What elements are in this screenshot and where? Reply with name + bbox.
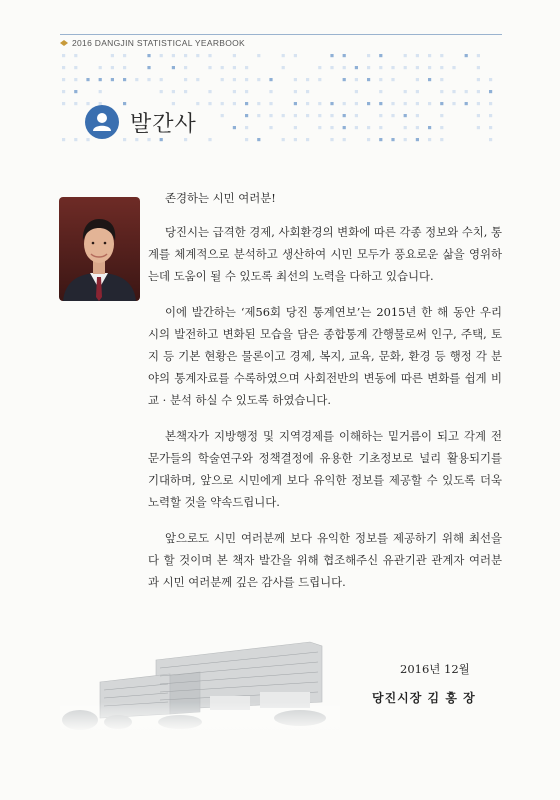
pattern-dot bbox=[62, 66, 65, 69]
pattern-dot bbox=[379, 126, 382, 129]
pattern-dot bbox=[391, 78, 394, 81]
pattern-dot bbox=[379, 138, 382, 141]
pattern-dot bbox=[428, 54, 431, 57]
mayor-portrait bbox=[59, 197, 140, 301]
pattern-dot bbox=[379, 90, 382, 93]
pattern-dot bbox=[367, 102, 370, 105]
pattern-dot bbox=[245, 90, 248, 93]
pattern-dot bbox=[172, 66, 175, 69]
letter-paragraph: 이에 발간하는 ‘제56회 당진 통계연보’는 2015년 한 해 동안 우리 시의 발전하고 변화된 모습을 담은 종합통계 간행물로써 인구, 주택, 토지 등 기본 현황은 물론이고 경제, 복지, 교육, 문화, 환경 등 행정 각 분야의 통계자료를 수록하였으며 사회전반의 변동에 따른 변화를 쉽게 비교 · 분석 하실 수 있도록 하였습니다. bbox=[148, 305, 502, 407]
letter-body bbox=[148, 187, 502, 607]
pattern-dot bbox=[184, 90, 187, 93]
pattern-dot bbox=[416, 102, 419, 105]
pattern-dot bbox=[196, 54, 199, 57]
pattern-dot bbox=[355, 114, 358, 117]
pattern-dot bbox=[416, 90, 419, 93]
pattern-dot bbox=[135, 78, 138, 81]
pattern-dot bbox=[147, 78, 150, 81]
pattern-dot bbox=[208, 102, 211, 105]
pattern-dot bbox=[428, 126, 431, 129]
pattern-dot bbox=[294, 78, 297, 81]
pattern-dot bbox=[294, 114, 297, 117]
pattern-dot bbox=[318, 78, 321, 81]
pattern-dot bbox=[391, 66, 394, 69]
pattern-dot bbox=[233, 66, 236, 69]
pattern-dot bbox=[379, 54, 382, 57]
pattern-dot bbox=[282, 54, 285, 57]
pattern-dot bbox=[282, 114, 285, 117]
pattern-dot bbox=[440, 90, 443, 93]
pattern-dot bbox=[477, 54, 480, 57]
pattern-dot bbox=[245, 126, 248, 129]
pattern-dot bbox=[404, 66, 407, 69]
pattern-dot bbox=[428, 66, 431, 69]
pattern-dot bbox=[74, 66, 77, 69]
pattern-dot bbox=[306, 138, 309, 141]
pattern-dot bbox=[330, 66, 333, 69]
pattern-dot bbox=[343, 114, 346, 117]
pattern-dot bbox=[416, 78, 419, 81]
pattern-dot bbox=[404, 102, 407, 105]
pattern-dot bbox=[147, 66, 150, 69]
pattern-dot bbox=[416, 66, 419, 69]
pattern-dot bbox=[99, 78, 102, 81]
pattern-dot bbox=[306, 102, 309, 105]
pattern-dot bbox=[404, 114, 407, 117]
pattern-dot bbox=[367, 126, 370, 129]
pattern-dot bbox=[477, 126, 480, 129]
pattern-dot bbox=[343, 138, 346, 141]
yearbook-label: 2016 DANGJIN STATISTICAL YEARBOOK bbox=[72, 38, 246, 48]
pattern-dot bbox=[330, 138, 333, 141]
pattern-dot bbox=[282, 138, 285, 141]
pattern-dot bbox=[294, 54, 297, 57]
pattern-dot bbox=[367, 54, 370, 57]
pattern-dot bbox=[233, 126, 236, 129]
pattern-dot bbox=[294, 102, 297, 105]
pattern-dot bbox=[489, 138, 492, 141]
pattern-dot bbox=[86, 78, 89, 81]
pattern-dot bbox=[440, 102, 443, 105]
pattern-dot bbox=[269, 90, 272, 93]
pattern-dot bbox=[221, 78, 224, 81]
pattern-dot bbox=[160, 90, 163, 93]
pattern-dot bbox=[62, 90, 65, 93]
pattern-dot bbox=[440, 126, 443, 129]
pattern-dot bbox=[465, 90, 468, 93]
pattern-dot bbox=[111, 66, 114, 69]
pattern-dot bbox=[221, 66, 224, 69]
pattern-dot bbox=[379, 114, 382, 117]
pattern-dot bbox=[62, 78, 65, 81]
pattern-dot bbox=[489, 102, 492, 105]
letter-paragraph: 앞으로도 시민 여러분께 보다 유익한 정보를 제공하기 위해 최선을 다 할 것이며 본 책자 발간을 위해 협조해주신 유관기관 관계자 여러분과 시민 여러분께 깊은 감사를 드립니다. bbox=[148, 531, 502, 589]
pattern-dot bbox=[489, 78, 492, 81]
pattern-dot bbox=[318, 66, 321, 69]
pattern-dot bbox=[245, 138, 248, 141]
pattern-dot bbox=[465, 54, 468, 57]
pattern-dot bbox=[489, 114, 492, 117]
pattern-dot bbox=[477, 66, 480, 69]
pattern-dot bbox=[391, 102, 394, 105]
city-hall-building-image bbox=[60, 632, 340, 732]
pattern-dot bbox=[160, 54, 163, 57]
pattern-dot bbox=[440, 66, 443, 69]
pattern-dot bbox=[416, 138, 419, 141]
pattern-dot bbox=[379, 102, 382, 105]
pattern-dot bbox=[416, 126, 419, 129]
pattern-dot bbox=[343, 54, 346, 57]
pattern-dot bbox=[379, 66, 382, 69]
pattern-dot bbox=[440, 78, 443, 81]
pattern-dot bbox=[99, 90, 102, 93]
pattern-dot bbox=[477, 114, 480, 117]
pattern-dot bbox=[123, 66, 126, 69]
pattern-dot bbox=[74, 102, 77, 105]
mayor-signature: 당진시장 김 홍 장 bbox=[372, 691, 476, 705]
pattern-dot bbox=[343, 126, 346, 129]
pattern-dot bbox=[306, 90, 309, 93]
section-title bbox=[84, 104, 197, 140]
pattern-dot bbox=[111, 54, 114, 57]
pattern-dot bbox=[440, 54, 443, 57]
pattern-dot bbox=[477, 102, 480, 105]
pattern-dot bbox=[221, 114, 224, 117]
pattern-dot bbox=[367, 78, 370, 81]
pattern-dot bbox=[245, 102, 248, 105]
pattern-dot bbox=[294, 138, 297, 141]
pattern-dot bbox=[233, 54, 236, 57]
pattern-dot bbox=[172, 54, 175, 57]
pattern-dot bbox=[257, 138, 260, 141]
pattern-dot bbox=[416, 54, 419, 57]
pattern-dot bbox=[440, 114, 443, 117]
pattern-dot bbox=[452, 102, 455, 105]
pattern-dot bbox=[404, 54, 407, 57]
letter-paragraph: 본책자가 지방행정 및 지역경제를 이해하는 밑거름이 되고 각계 전문가들의 학술연구와 정책결정에 유용한 기초정보로 널리 활용되기를 기대하며, 앞으로 시민에게 보다 유익한 정보를 제공할 수 있도록 더욱 노력할 것을 약속드립니다. bbox=[148, 429, 502, 509]
pattern-dot bbox=[465, 102, 468, 105]
pattern-dot bbox=[147, 54, 150, 57]
pattern-dot bbox=[379, 78, 382, 81]
pattern-dot bbox=[343, 78, 346, 81]
pattern-dot bbox=[318, 102, 321, 105]
pattern-dot bbox=[355, 90, 358, 93]
pattern-dot bbox=[367, 138, 370, 141]
pattern-dot bbox=[74, 138, 77, 141]
pattern-dot bbox=[404, 126, 407, 129]
pattern-dot bbox=[330, 126, 333, 129]
pattern-dot bbox=[306, 114, 309, 117]
pattern-dot bbox=[355, 66, 358, 69]
pattern-dot bbox=[208, 66, 211, 69]
pattern-dot bbox=[99, 66, 102, 69]
page-title: 발간사 bbox=[130, 111, 197, 137]
pattern-dot bbox=[428, 138, 431, 141]
pattern-dot bbox=[62, 54, 65, 57]
pattern-dot bbox=[257, 78, 260, 81]
pattern-dot bbox=[477, 78, 480, 81]
pattern-dot bbox=[428, 102, 431, 105]
pattern-dot bbox=[123, 78, 126, 81]
pattern-dot bbox=[367, 66, 370, 69]
greeting: 존경하는 시민 여러분! bbox=[165, 191, 276, 205]
pattern-dot bbox=[404, 138, 407, 141]
pattern-dot bbox=[355, 78, 358, 81]
pattern-dot bbox=[208, 54, 211, 57]
pattern-dot bbox=[74, 54, 77, 57]
pattern-dot bbox=[184, 54, 187, 57]
pattern-dot bbox=[416, 114, 419, 117]
pattern-dot bbox=[489, 126, 492, 129]
pattern-dot bbox=[257, 102, 260, 105]
pattern-dot bbox=[62, 102, 65, 105]
pattern-dot bbox=[343, 66, 346, 69]
pattern-dot bbox=[318, 126, 321, 129]
pattern-dot bbox=[172, 90, 175, 93]
pattern-dot bbox=[257, 114, 260, 117]
pattern-dot bbox=[330, 114, 333, 117]
pattern-dot bbox=[269, 126, 272, 129]
pattern-dot bbox=[355, 126, 358, 129]
pattern-dot bbox=[330, 102, 333, 105]
letter-paragraph: 당진시는 급격한 경제, 사회환경의 변화에 따른 각종 정보와 수치, 통계를 체계적으로 분석하고 생산하여 시민 모두가 풍요로운 삶을 영위하는데 도움이 될 수 있도록 최선의 노력을 다하고 있습니다. bbox=[148, 225, 502, 283]
pattern-dot bbox=[245, 114, 248, 117]
pattern-dot bbox=[391, 114, 394, 117]
yearbook-header bbox=[60, 38, 245, 48]
pattern-dot bbox=[196, 78, 199, 81]
pattern-dot bbox=[428, 78, 431, 81]
pattern-dot bbox=[269, 78, 272, 81]
pattern-dot bbox=[269, 114, 272, 117]
pattern-dot bbox=[74, 78, 77, 81]
pattern-dot bbox=[233, 102, 236, 105]
pattern-dot bbox=[343, 102, 346, 105]
pattern-dot bbox=[62, 138, 65, 141]
pattern-dot bbox=[318, 114, 321, 117]
pattern-dot bbox=[269, 102, 272, 105]
pattern-dot bbox=[74, 90, 77, 93]
pattern-dot bbox=[440, 138, 443, 141]
pattern-dot bbox=[294, 126, 297, 129]
pattern-dot bbox=[184, 66, 187, 69]
person-icon bbox=[84, 104, 120, 140]
pattern-dot bbox=[489, 90, 492, 93]
pattern-dot bbox=[245, 78, 248, 81]
pattern-dot bbox=[208, 90, 211, 93]
pattern-dot bbox=[282, 66, 285, 69]
pattern-dot bbox=[452, 90, 455, 93]
pattern-dot bbox=[294, 90, 297, 93]
pattern-dot bbox=[257, 54, 260, 57]
pattern-dot bbox=[452, 66, 455, 69]
pattern-dot bbox=[355, 102, 358, 105]
pattern-dot bbox=[245, 66, 248, 69]
pattern-dot bbox=[233, 90, 236, 93]
letter-date: 2016년 12월 bbox=[400, 662, 470, 676]
pattern-dot bbox=[111, 78, 114, 81]
pattern-dot bbox=[306, 78, 309, 81]
header-rule bbox=[60, 34, 502, 35]
pattern-dot bbox=[208, 138, 211, 141]
pattern-dot bbox=[184, 78, 187, 81]
pattern-dot bbox=[221, 102, 224, 105]
pattern-dot bbox=[233, 78, 236, 81]
yearbook-logo-icon bbox=[60, 40, 68, 46]
pattern-dot bbox=[477, 90, 480, 93]
pattern-dot bbox=[391, 138, 394, 141]
pattern-dot bbox=[404, 90, 407, 93]
pattern-dot bbox=[160, 78, 163, 81]
pattern-dot bbox=[123, 54, 126, 57]
pattern-dot bbox=[330, 54, 333, 57]
